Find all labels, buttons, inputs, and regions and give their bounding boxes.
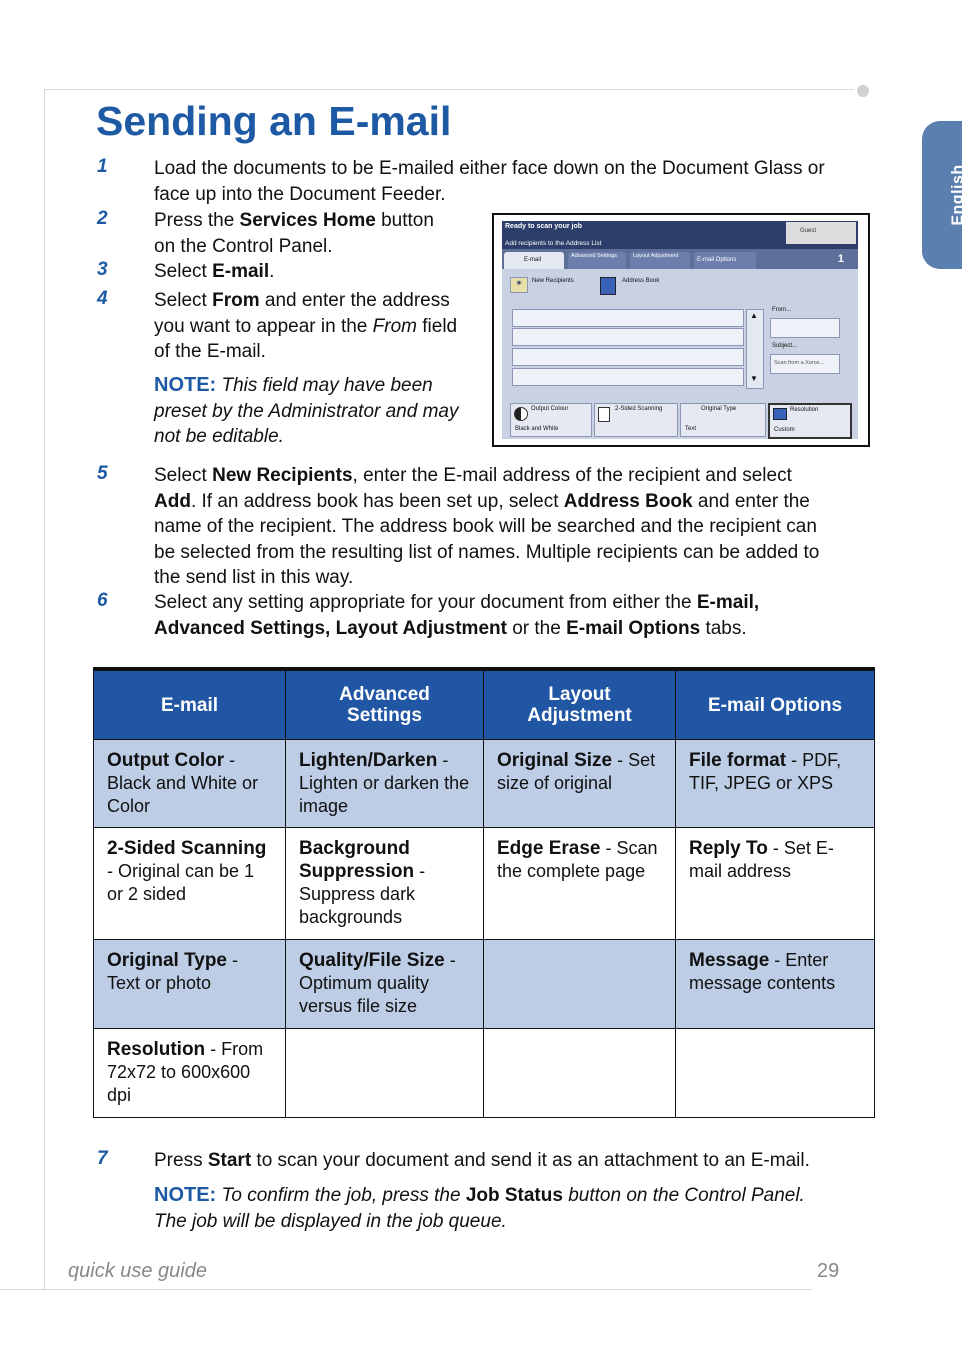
table-cell: Reply To - Set E-mail address: [676, 828, 875, 940]
book-icon: [600, 277, 616, 295]
table-cell: Background Suppression - Suppress dark backgrounds: [286, 828, 484, 940]
recipient-row[interactable]: [512, 309, 744, 327]
original-type-button[interactable]: Original Type Text: [680, 403, 766, 437]
subject-label: Subject...: [772, 343, 798, 349]
recipient-row[interactable]: [512, 348, 744, 366]
list-scrollbar[interactable]: [746, 309, 764, 389]
step-number: 1: [97, 156, 108, 177]
column-header: E-mail Options: [676, 669, 875, 740]
note: NOTE: This field may have been preset by the Administrator and may not be editable.: [154, 374, 459, 447]
scroll-up-icon[interactable]: ▲: [750, 311, 758, 320]
table-row: [94, 828, 875, 940]
table-cell: Edge Erase - Scan the complete page: [484, 828, 676, 940]
step-text: Select any setting appropriate for your document from either the E-mail, Advanced Settings, Layout Adjustment or the E-mail Options tabs.: [154, 592, 760, 639]
table-row: [94, 940, 875, 1029]
page-number: 29: [817, 1260, 840, 1282]
tab-advanced-settings[interactable]: Advanced Settings: [568, 252, 626, 269]
left-rule: [44, 89, 45, 1289]
star-icon: ✶: [510, 277, 528, 293]
step-number: 3: [97, 259, 108, 280]
colour-icon: [514, 407, 528, 421]
tab-email[interactable]: [504, 252, 564, 269]
two-sided-scanning-button[interactable]: 2-Sided Scanning: [594, 403, 678, 437]
table-cell: 2-Sided Scanning - Original can be 1 or 2 sided: [94, 828, 286, 940]
footer-guide-title: quick use guide: [68, 1260, 207, 1282]
table-cell: Quality/File Size - Optimum quality versus file size: [286, 940, 484, 1029]
screen-instruction: Add recipients to the Address List: [505, 240, 602, 247]
table-row: [94, 1029, 875, 1118]
tab-layout-adjustment[interactable]: Layout Adjustment: [630, 252, 690, 269]
step-number: 2: [97, 208, 108, 229]
step-number: 5: [97, 463, 108, 484]
recipient-row[interactable]: [512, 328, 744, 346]
bottom-rule: [0, 1289, 812, 1290]
table-cell: Lighten/Darken - Lighten or darken the image: [286, 740, 484, 828]
step-text: Select New Recipients, enter the E-mail address of the recipient and select Add. If an address book has been set up, select Address Book and enter the name of the recipient. The address book will be searched and the recipient can be selected from the resulting list of names. Multiple recipients can be added to the send list in this way.: [154, 465, 820, 588]
resolution-button[interactable]: Resolution Custom: [768, 403, 852, 439]
table-cell: [676, 1029, 875, 1118]
column-header: Layout Adjustment: [484, 669, 676, 740]
email-tab-label: E-mail: [524, 257, 542, 263]
from-label: From...: [772, 307, 791, 313]
step-number: 4: [97, 288, 108, 309]
table-cell: Original Type - Text or photo: [94, 940, 286, 1029]
table-cell: Resolution - From 72x72 to 600x600 dpi: [94, 1029, 286, 1118]
new-recipients-button[interactable]: ✶ New Recipients: [510, 275, 596, 295]
step-text: Load the documents to be E-mailed either face down on the Document Glass or face up into the Document Feeder.: [154, 158, 825, 205]
guest-button[interactable]: Guest: [786, 222, 856, 244]
table-cell: [484, 1029, 676, 1118]
table-cell: [484, 940, 676, 1029]
step-text: Press the Services Home button on the Control Panel.: [154, 210, 434, 257]
step-text: Select E-mail.: [154, 261, 275, 282]
control-panel-screenshot: [492, 213, 870, 447]
pages-icon: [598, 407, 610, 422]
corner-dot: [857, 85, 869, 97]
subject-field[interactable]: Scan from a Xerox...: [770, 354, 840, 374]
table-cell: Output Color - Black and White or Color: [94, 740, 286, 828]
address-book-button[interactable]: Address Book: [600, 275, 700, 295]
tab-email-options[interactable]: E-mail Options: [694, 252, 756, 269]
language-tab-label: English: [949, 164, 967, 226]
step-text: Select From and enter the address you want to appear in the From field of the E-mail.: [154, 290, 458, 362]
table-cell: [286, 1029, 484, 1118]
recipient-row[interactable]: [512, 368, 744, 386]
column-header: Advanced Settings: [286, 669, 484, 740]
settings-table: [93, 667, 875, 1118]
table-cell: File format - PDF, TIF, JPEG or XPS: [676, 740, 875, 828]
step-text: Press Start to scan your document and send it as an attachment to an E-mail.: [154, 1150, 810, 1171]
monitor-icon: [773, 408, 787, 420]
screen-status: Ready to scan your job: [505, 223, 583, 230]
top-rule: [44, 89, 854, 90]
table-cell: Original Size - Set size of original: [484, 740, 676, 828]
step-number: 7: [97, 1148, 108, 1169]
output-colour-button[interactable]: Output Colour Black and White: [510, 403, 592, 437]
column-header: E-mail: [94, 669, 286, 740]
note: NOTE: To confirm the job, press the Job Status button on the Control Panel. The job will be displayed in the job queue.: [154, 1184, 805, 1232]
page-title: Sending an E-mail: [96, 98, 452, 144]
recipient-count: 1: [837, 253, 844, 265]
table-row: [94, 740, 875, 828]
table-cell: Message - Enter message contents: [676, 940, 875, 1029]
step-number: 6: [97, 590, 108, 611]
from-field[interactable]: [770, 318, 840, 338]
scroll-down-icon[interactable]: ▼: [750, 374, 758, 383]
language-tab: [922, 121, 967, 269]
